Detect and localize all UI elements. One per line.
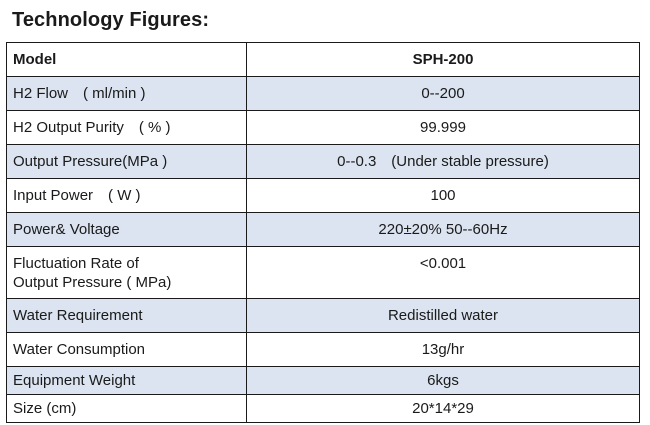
row-value: 13g/hr [247, 333, 640, 367]
header-value: SPH-200 [247, 43, 640, 77]
table-row [7, 111, 640, 145]
row-label: Water Consumption [7, 333, 247, 367]
row-label: Water Requirement [7, 299, 247, 333]
row-value: 100 [247, 179, 640, 213]
table-row [7, 179, 640, 213]
row-label: H2 Flow ( ml/min ) [7, 77, 247, 111]
row-label: Equipment Weight [7, 367, 247, 395]
table-row [7, 395, 640, 423]
page-title: Technology Figures: [12, 9, 210, 31]
row-value: <0.001 [247, 247, 640, 299]
row-label: H2 Output Purity ( % ) [7, 111, 247, 145]
row-value: Redistilled water [247, 299, 640, 333]
row-label: Input Power ( W ) [7, 179, 247, 213]
row-value: 0--0.3 (Under stable pressure) [247, 145, 640, 179]
spec-table [6, 42, 640, 423]
row-label: Power& Voltage [7, 213, 247, 247]
row-value: 220±20% 50--60Hz [247, 213, 640, 247]
row-label-line: Fluctuation Rate of [13, 254, 139, 272]
row-label [7, 247, 247, 299]
row-label: Output Pressure(MPa ) [7, 145, 247, 179]
table-header-row [7, 43, 640, 77]
row-value: 99.999 [247, 111, 640, 145]
table-row [7, 367, 640, 395]
row-value: 0--200 [247, 77, 640, 111]
row-label: Size (cm) [7, 395, 247, 423]
table-row [7, 213, 640, 247]
row-label-line: Output Pressure ( MPa) [13, 273, 172, 291]
table-row [7, 299, 640, 333]
table-row [7, 77, 640, 111]
table-row [7, 247, 640, 299]
header-label: Model [7, 43, 247, 77]
table-row [7, 145, 640, 179]
row-value: 6kgs [247, 367, 640, 395]
table-row [7, 333, 640, 367]
row-value: 20*14*29 [247, 395, 640, 423]
